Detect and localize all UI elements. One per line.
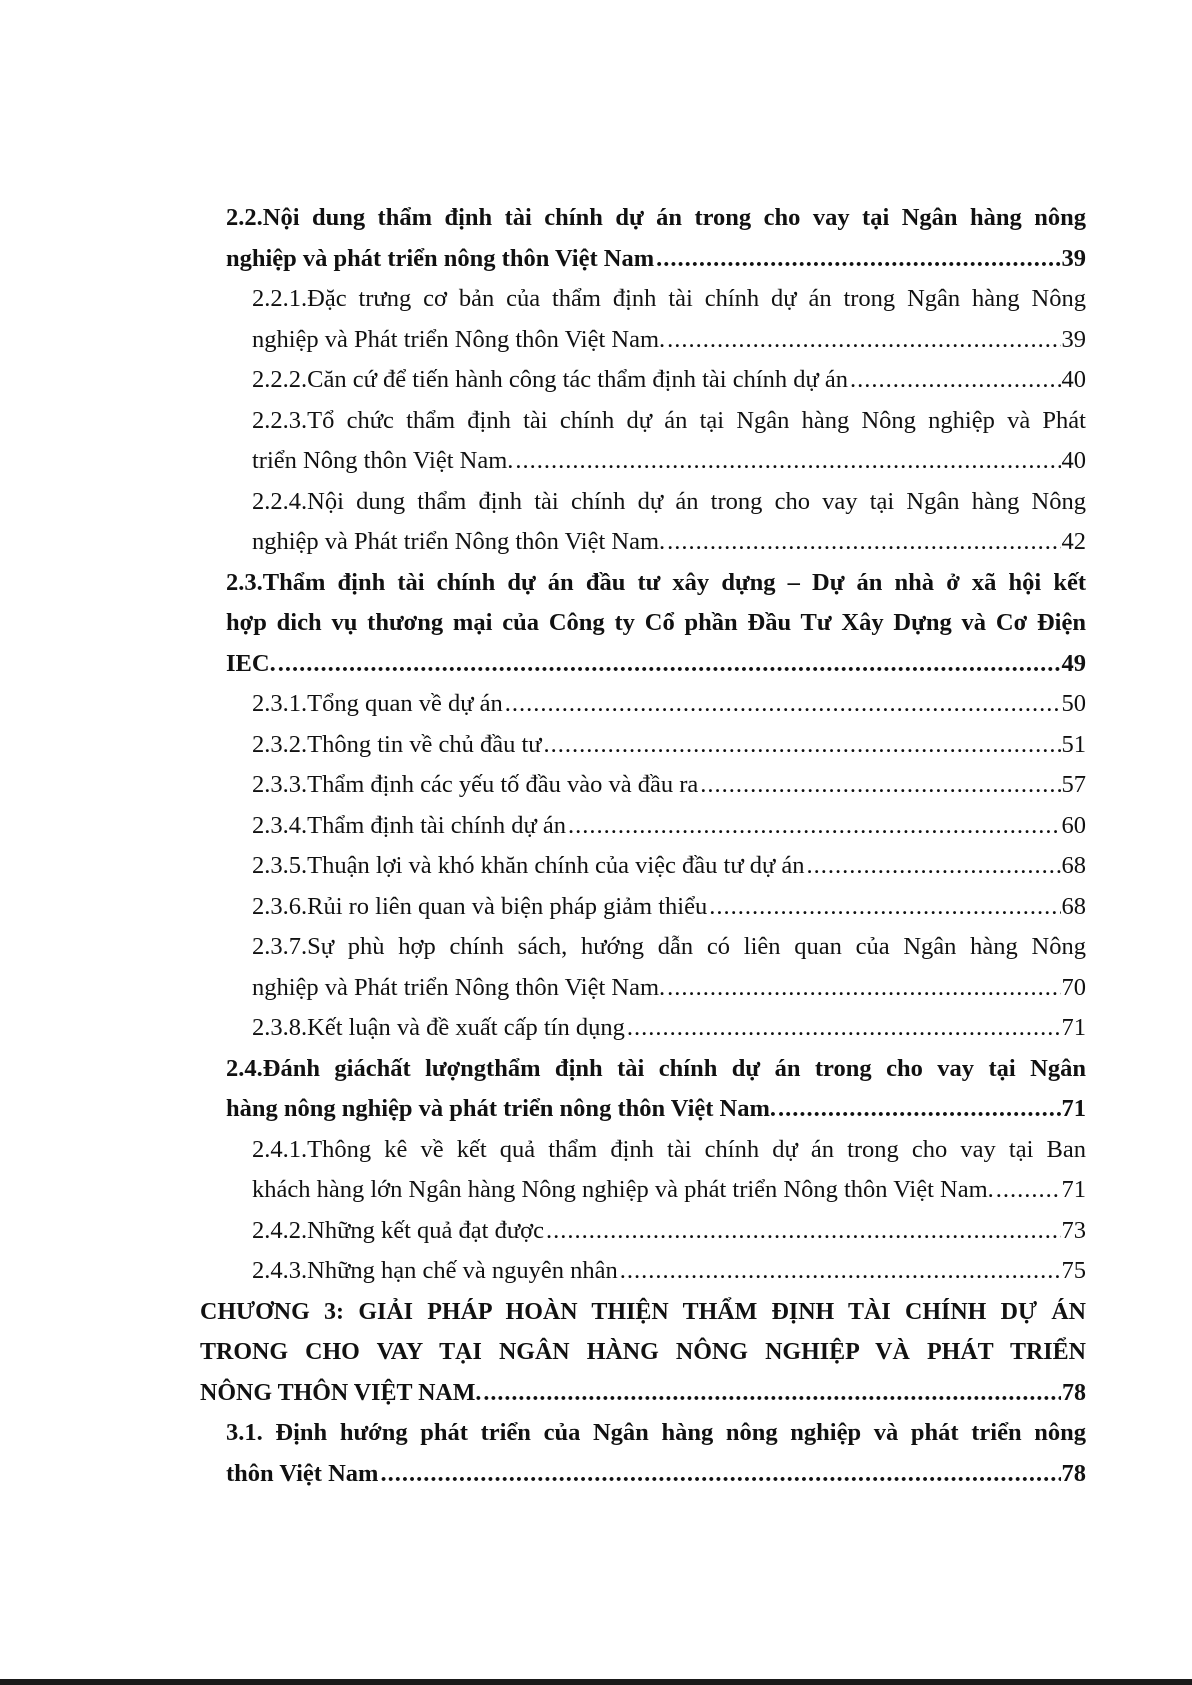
toc-entry-title: khách hàng lớn Ngân hàng Nông nghiệp và phát triển Nông thôn Việt Nam. — [252, 1176, 994, 1203]
dot-leader — [667, 320, 1060, 361]
toc-entry-final-line — [252, 968, 1086, 1009]
dot-leader — [667, 522, 1060, 563]
toc-entry-title: IEC. — [226, 649, 276, 677]
dot-leader — [627, 1008, 1061, 1049]
toc-entry[interactable] — [252, 765, 1086, 806]
toc-entry[interactable] — [252, 806, 1086, 847]
toc-entry-line: 2.2.4.Nội dung thẩm định tài chính dự án trong cho vay tại Ngân hàng Nông — [252, 487, 1086, 515]
toc-entry-title: nghiệp và Phát triển Nông thôn Việt Nam. — [252, 528, 666, 555]
dot-leader — [544, 725, 1061, 766]
toc-entry-final-line — [252, 1170, 1086, 1211]
toc-page-number: 39 — [1061, 325, 1086, 353]
toc-page-number: 68 — [1061, 892, 1086, 920]
toc-entry-final-line — [200, 1373, 1086, 1414]
toc-entry-line: 2.2.3.Tổ chức thẩm định tài chính dự án tại Ngân hàng Nông nghiệp và Phát — [252, 406, 1086, 434]
dot-leader — [380, 1454, 1060, 1495]
toc-entry-title: 2.3.8.Kết luận và đề xuất cấp tín dụng — [252, 1014, 625, 1041]
toc-entry-line: 2.3.7.Sự phù hợp chính sách, hướng dẫn có liên quan của Ngân hàng Nông — [252, 933, 1086, 960]
toc-entry-final-line — [226, 1089, 1086, 1130]
dot-leader — [546, 1211, 1061, 1252]
toc-entry-title: nghiệp và Phát triển Nông thôn Việt Nam. — [252, 325, 666, 353]
dot-leader — [568, 806, 1060, 847]
toc-entry[interactable] — [252, 684, 1086, 725]
toc-entry-line: 2.2.1.Đặc trưng cơ bản của thẩm định tài chính dự án trong Ngân hàng Nông — [252, 285, 1086, 312]
toc-page-number: 78 — [1061, 1459, 1086, 1487]
toc-entry-title: 2.3.3.Thẩm định các yếu tố đầu vào và đầu ra — [252, 771, 699, 798]
dot-leader — [483, 1373, 1061, 1414]
dot-leader — [778, 1089, 1060, 1130]
toc-entry-title: 2.3.1.Tổng quan về dự án — [252, 690, 503, 717]
toc-entry[interactable] — [226, 198, 1086, 279]
dot-leader — [807, 846, 1061, 887]
toc-entry[interactable] — [252, 927, 1086, 1008]
toc-page-number: 42 — [1061, 528, 1086, 555]
toc-entry[interactable] — [252, 1211, 1086, 1252]
toc-entry-line: 2.4.1.Thông kê về kết quả thẩm định tài chính dự án trong cho vay tại Ban — [252, 1135, 1086, 1163]
toc-page-number: 50 — [1061, 690, 1086, 717]
toc-entry-final-line — [252, 1008, 1086, 1049]
toc-page-number: 40 — [1061, 447, 1086, 474]
toc-entry-final-line — [252, 684, 1086, 725]
dot-leader — [515, 441, 1060, 482]
toc-entry-line: hợp dich vụ thương mại của Công ty Cổ phần Đầu Tư Xây Dựng và Cơ Điện — [226, 609, 1086, 636]
toc-entry-title: 2.3.6.Rủi ro liên quan và biện pháp giảm thiểu — [252, 892, 708, 920]
toc-entry-final-line — [252, 441, 1086, 482]
toc-entry[interactable] — [226, 563, 1086, 685]
toc-entry-title: hàng nông nghiệp và phát triển nông thôn Việt Nam. — [226, 1095, 777, 1122]
toc-page-number: 78 — [1062, 1379, 1086, 1406]
toc-entry[interactable] — [252, 482, 1086, 563]
toc-page-number: 40 — [1061, 366, 1086, 393]
toc-entry[interactable] — [252, 846, 1086, 887]
toc-page-number: 70 — [1061, 973, 1086, 1001]
toc-entry-line: CHƯƠNG 3: GIẢI PHÁP HOÀN THIỆN THẨM ĐỊNH TÀI CHÍNH DỰ ÁN — [200, 1298, 1086, 1325]
dot-leader — [996, 1170, 1061, 1211]
toc-page-number: 51 — [1061, 730, 1086, 758]
toc-entry[interactable] — [252, 360, 1086, 401]
toc-page-number: 71 — [1061, 1014, 1086, 1041]
toc-entry[interactable] — [252, 1008, 1086, 1049]
dot-leader — [850, 360, 1060, 401]
toc-entry-final-line — [226, 1454, 1086, 1495]
toc-entry-final-line — [252, 887, 1086, 928]
toc-entry-final-line — [226, 239, 1086, 280]
toc-entry-final-line — [252, 1251, 1086, 1292]
toc-entry-final-line — [252, 725, 1086, 766]
toc-entry-final-line — [226, 644, 1086, 685]
toc-entry-line: 2.3.Thẩm định tài chính dự án đầu tư xây dựng – Dự án nhà ở xã hội kết — [226, 568, 1086, 596]
toc-entry-final-line — [252, 1211, 1086, 1252]
dot-leader — [700, 765, 1060, 806]
toc-entry-title: 2.4.3.Những hạn chế và nguyên nhân — [252, 1257, 618, 1284]
toc-entry-line: TRONG CHO VAY TẠI NGÂN HÀNG NÔNG NGHIỆP VÀ PHÁT TRIỂN — [200, 1339, 1086, 1365]
toc-page-number: 57 — [1061, 771, 1086, 798]
toc-entry-final-line — [252, 846, 1086, 887]
toc-entry-title: thôn Việt Nam — [226, 1459, 379, 1487]
toc-page-number: 68 — [1061, 852, 1086, 879]
toc-entry-title: 2.3.5.Thuận lợi và khó khăn chính của việc đầu tư dự án — [252, 852, 805, 879]
toc-entry[interactable] — [252, 887, 1086, 928]
toc-entry[interactable] — [226, 1049, 1086, 1130]
toc-page-number: 60 — [1061, 811, 1086, 839]
toc-entry-title: triển Nông thôn Việt Nam. — [252, 447, 514, 474]
toc-page-number: 71 — [1061, 1176, 1086, 1203]
toc-entry-final-line — [252, 806, 1086, 847]
toc-entry-title: 2.2.2.Căn cứ để tiến hành công tác thẩm định tài chính dự án — [252, 366, 849, 393]
dot-leader — [505, 684, 1061, 725]
toc-entry-title: nghiệp và Phát triển Nông thôn Việt Nam. — [252, 973, 666, 1001]
page-bottom-edge — [0, 1679, 1192, 1685]
toc-entry-title: 2.4.2.Những kết quả đạt được — [252, 1216, 544, 1244]
dot-leader — [667, 968, 1060, 1009]
toc-entry[interactable] — [200, 1292, 1086, 1414]
toc-entry[interactable] — [252, 401, 1086, 482]
toc-entry-title: 2.3.2.Thông tin về chủ đầu tư — [252, 730, 542, 758]
toc-entry-final-line — [252, 360, 1086, 401]
dot-leader — [656, 239, 1060, 280]
dot-leader — [709, 887, 1060, 928]
toc-entry[interactable] — [252, 1251, 1086, 1292]
toc-entry-line: 2.4.Đánh giáchất lượngthẩm định tài chính dự án trong cho vay tại Ngân — [226, 1054, 1086, 1082]
toc-entry[interactable] — [252, 725, 1086, 766]
dot-leader — [620, 1251, 1061, 1292]
toc-entry-line: 2.2.Nội dung thẩm định tài chính dự án trong cho vay tại Ngân hàng nông — [226, 204, 1086, 231]
toc-page-number: 39 — [1061, 244, 1086, 272]
dot-leader — [278, 644, 1061, 685]
toc-entry[interactable] — [252, 1130, 1086, 1211]
table-of-contents — [0, 198, 1192, 1494]
toc-entry-final-line — [252, 522, 1086, 563]
toc-entry-final-line — [252, 765, 1086, 806]
toc-page-number: 49 — [1061, 649, 1086, 677]
toc-entry-title: 2.3.4.Thẩm định tài chính dự án — [252, 811, 567, 839]
toc-entry-final-line — [252, 320, 1086, 361]
toc-page-number: 75 — [1061, 1257, 1086, 1284]
toc-page-number: 73 — [1061, 1216, 1086, 1244]
toc-entry-title: NÔNG THÔN VIỆT NAM. — [200, 1379, 482, 1406]
toc-entry[interactable] — [226, 1413, 1086, 1494]
toc-entry[interactable] — [252, 279, 1086, 360]
toc-page-number: 71 — [1061, 1095, 1086, 1122]
toc-entry-title: nghiệp và phát triển nông thôn Việt Nam — [226, 244, 655, 272]
toc-entry-line: 3.1. Định hướng phát triển của Ngân hàng nông nghiệp và phát triển nông — [226, 1419, 1086, 1446]
